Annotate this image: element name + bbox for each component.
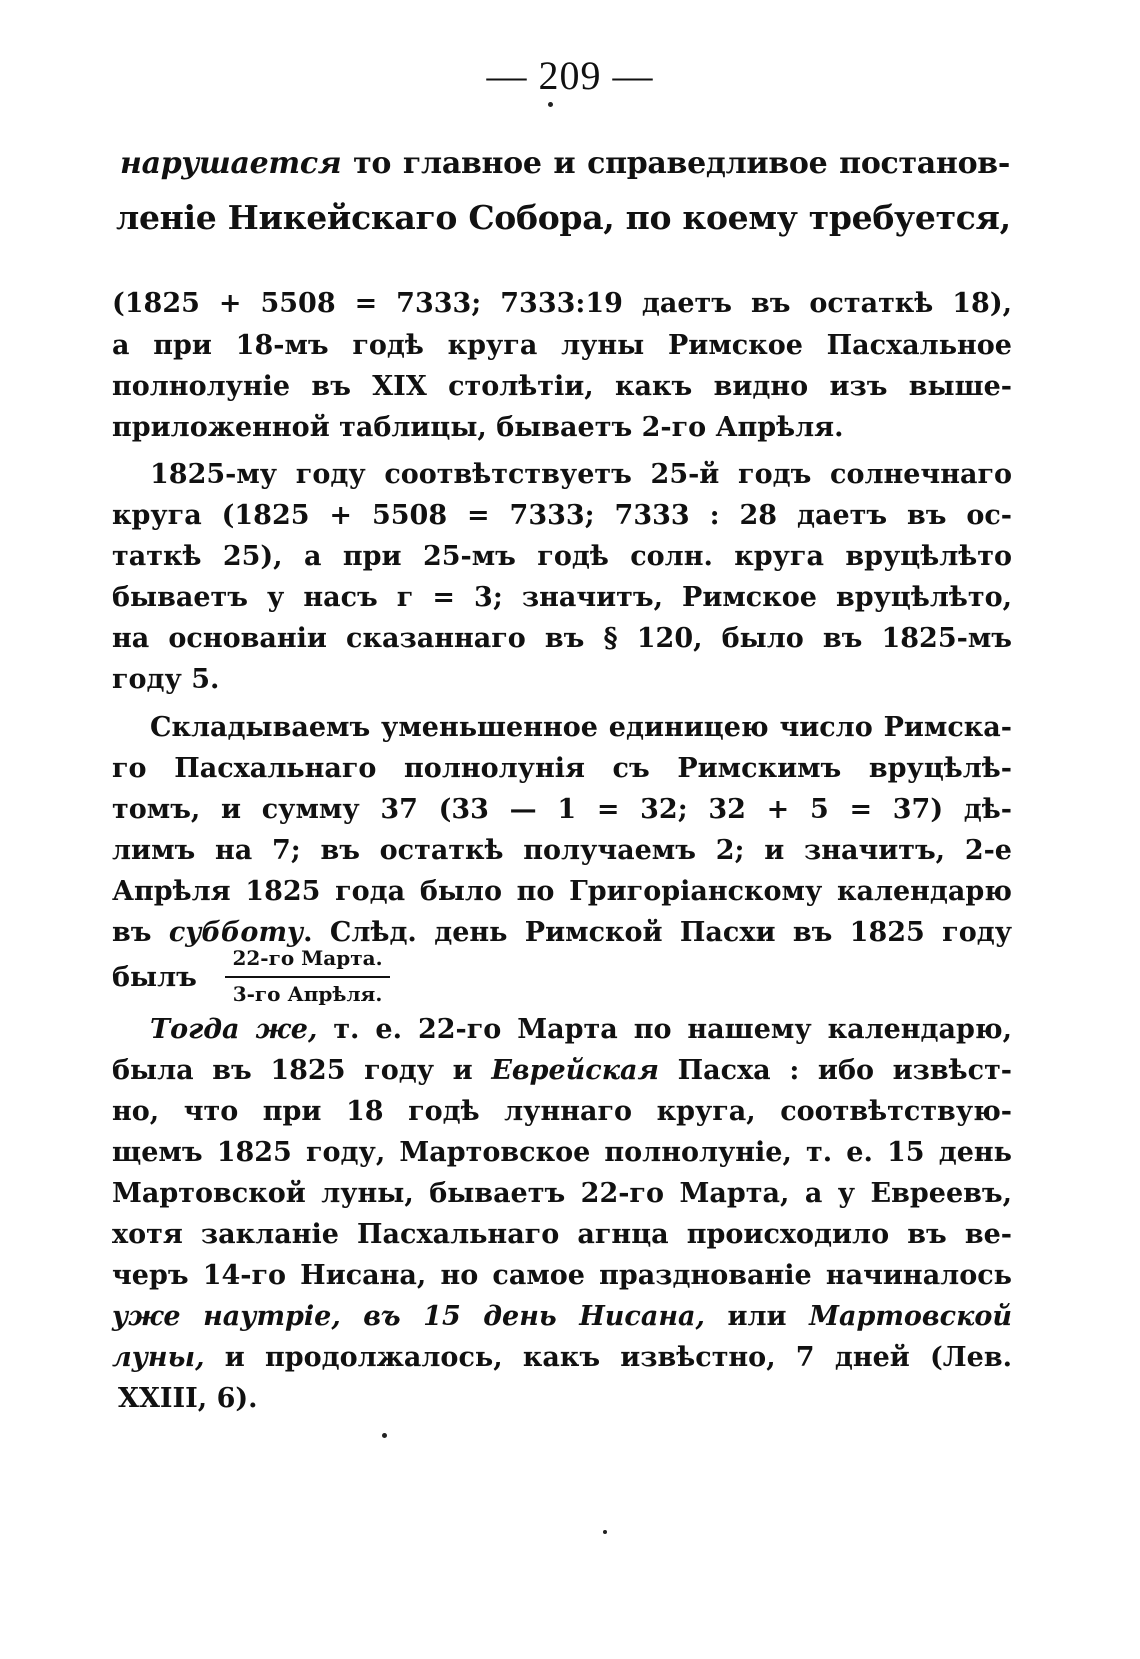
line-text: то главное и справедливое постанов- [341,146,1010,181]
body-line: щемъ 1825 году, Мартовское полнолуніе, т. е. 15 день [112,1137,1012,1168]
body-line [150,1010,1012,1050]
top-line-1 [120,138,1010,190]
body-line: на основаніи сказаннаго въ § 120, было въ 1825-мъ [112,623,1012,654]
page-number: — 209 — [486,53,654,98]
line-text: была въ 1825 году и [112,1055,492,1086]
line-text: Пасха : ибо извѣст- [659,1055,1012,1086]
body-line: круга (1825 + 5508 = 7333; 7333 : 28 даетъ въ ос- [112,500,1012,531]
italic-word: субботу [168,917,304,948]
fraction-bar [225,976,390,978]
top-line-2 [116,192,1010,244]
body-line: черъ 14-го Нисана, но самое празднованіе начиналось [112,1260,1012,1291]
italic-word: Еврейская [491,1055,660,1086]
body-line: Мартовской луны, бываетъ 22-го Марта, а у Евреевъ, [112,1178,1012,1209]
line-text: . Слѣд. день Римской Пасхи въ 1825 году [303,917,1012,948]
italic-word: луны, [112,1342,205,1373]
body-line: приложенной таблицы, бываетъ 2-го Апрѣля. [112,412,844,443]
body-line: томъ, и сумму 37 (33 — 1 = 32; 32 + 5 = 37) дѣ- [112,794,1012,825]
body-line: году 5. [112,664,220,695]
italic-word: уже наутріе, въ 15 день Нисана, [112,1301,705,1332]
body-line: 1825-му году соотвѣтствуетъ 25-й годъ солнечнаго [150,459,1012,490]
body-line [112,1297,1012,1337]
line-text: леніе Никейскаго Собора, по коему требуется, [116,198,1011,237]
body-line: таткѣ 25), а при 25-мъ годѣ солн. круга вруцѣлѣто [112,541,1012,572]
print-speck [603,1530,607,1534]
italic-word: Мартовской [809,1301,1012,1332]
italic-word: Тогда же, [150,1014,318,1045]
line-text: т. е. 22-го Марта по нашему календарю, [317,1014,1012,1045]
body-line: Апрѣля 1825 года было по Григоріанскому календарю [112,876,1012,907]
fraction-denominator: 3-го Апрѣля. [232,982,383,1006]
body-line: (1825 + 5508 = 7333; 7333:19 даетъ въ остаткѣ 18), [112,288,1012,319]
body-line: XXIII, 6). [118,1383,258,1414]
fraction-numerator: 22-го Марта. [232,946,383,970]
body-line: бываетъ у насъ г = 3; значитъ, Римское вруцѣлѣто, [112,582,1012,613]
italic-word: нарушается [120,146,342,181]
line-text: въ [112,917,169,948]
body-line: го Пасхальнаго полнолунія съ Римскимъ вруцѣлѣ- [112,753,1012,784]
line-text: или [704,1301,810,1332]
was-word: былъ [112,962,197,993]
body-line: Складываемъ уменьшенное единицею число Римска- [150,712,1012,743]
body-line [112,1051,1012,1091]
body-line: хотя закланіе Пасхальнаго агнца происходило въ ве- [112,1219,1012,1250]
print-speck [548,102,553,107]
body-line: но, что при 18 годѣ луннаго круга, соотвѣтствую- [112,1096,1012,1127]
body-line: а при 18-мъ годѣ круга луны Римское Пасхальное [112,330,1012,361]
body-line: полнолуніе въ XIX столѣтіи, какъ видно изъ выше- [112,371,1012,402]
body-line: лимъ на 7; въ остаткѣ получаемъ 2; и значитъ, 2-е [112,835,1012,866]
print-speck [382,1433,387,1438]
line-text: и продолжалось, какъ извѣстно, 7 дней (Лев. [204,1342,1012,1373]
body-line [112,1338,1012,1378]
